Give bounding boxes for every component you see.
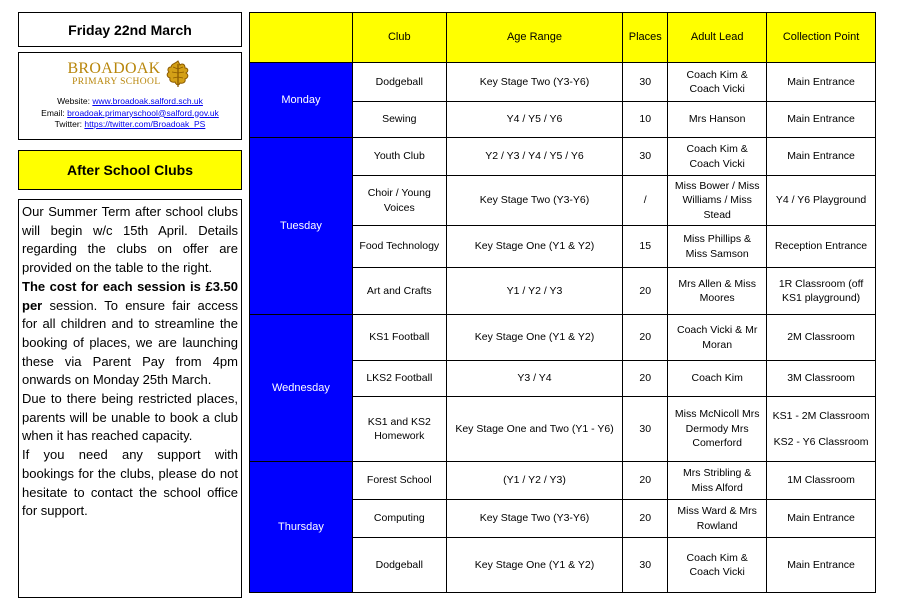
club-cell: Youth Club: [352, 138, 446, 176]
header-adult-lead: Adult Lead: [668, 13, 767, 63]
club-cell: KS1 and KS2 Homework: [352, 397, 446, 462]
website-line: Website: www.broadoak.salford.sch.uk: [57, 96, 203, 106]
date-text: Friday 22nd March: [68, 21, 192, 38]
places-cell: 20: [623, 500, 668, 538]
age-cell: Y1 / Y2 / Y3: [446, 268, 623, 315]
age-cell: Y3 / Y4: [446, 361, 623, 397]
description-paragraph: Our Summer Term after school clubs will begin w/c 15th April. Details regarding the clubs on offer are provided on the table to the right.: [22, 204, 238, 276]
age-cell: Y2 / Y3 / Y4 / Y5 / Y6: [446, 138, 623, 176]
collection-cell: Main Entrance: [767, 538, 876, 593]
logo-school-subtitle: PRIMARY SCHOOL: [72, 76, 161, 87]
collection-cell: Main Entrance: [767, 63, 876, 102]
places-cell: 30: [623, 397, 668, 462]
twitter-link[interactable]: https://twitter.com/Broadoak_PS: [84, 119, 206, 129]
twitter-line: Twitter: https://twitter.com/Broadoak_PS: [54, 119, 206, 129]
header-day: [250, 13, 353, 63]
club-cell: Dodgeball: [352, 538, 446, 593]
collection-cell: 3M Classroom: [767, 361, 876, 397]
school-logo: [19, 59, 241, 89]
website-link[interactable]: www.broadoak.salford.sch.uk: [92, 96, 203, 106]
collection-cell: Reception Entrance: [767, 226, 876, 268]
header-collection-point: Collection Point: [767, 13, 876, 63]
club-cell: Art and Crafts: [352, 268, 446, 315]
header-age-range: Age Range: [446, 13, 623, 63]
club-cell: Dodgeball: [352, 63, 446, 102]
collection-cell: [767, 397, 876, 462]
club-cell: Forest School: [352, 462, 446, 500]
age-cell: Key Stage Two (Y3-Y6): [446, 63, 623, 102]
section-title-box: [18, 150, 242, 190]
table-row: [250, 63, 876, 102]
age-cell: (Y1 / Y2 / Y3): [446, 462, 623, 500]
collection-cell: 1R Classroom (off KS1 playground): [767, 268, 876, 315]
age-cell: Key Stage Two (Y3-Y6): [446, 500, 623, 538]
date-box: [18, 12, 242, 47]
age-cell: Key Stage One (Y1 & Y2): [446, 538, 623, 593]
lead-cell: Mrs Allen & Miss Moores: [668, 268, 767, 315]
club-cell: KS1 Football: [352, 315, 446, 361]
lead-cell: Miss Ward & Mrs Rowland: [668, 500, 767, 538]
email-line: Email: broadoak.primaryschool@salford.gov.uk: [41, 107, 219, 118]
email-link[interactable]: broadoak.primaryschool@salford.gov.uk: [67, 107, 219, 118]
header-club: Club: [352, 13, 446, 63]
places-cell: 20: [623, 361, 668, 397]
places-cell: 30: [623, 138, 668, 176]
collection-ks2: KS2 - Y6 Classroom: [773, 436, 869, 448]
day-cell-wednesday: Wednesday: [250, 315, 353, 462]
description-paragraph: The cost for each session is £3.50 per session. To ensure fair access for all children and to streamline the booking of places, we are launching these via Parent Pay from 4pm onwards on Monday 25th March.: [22, 278, 238, 388]
table-header-row: [250, 13, 876, 63]
logo-school-name: BROADOAK: [67, 59, 161, 77]
collection-cell: 1M Classroom: [767, 462, 876, 500]
age-cell: Y4 / Y5 / Y6: [446, 102, 623, 138]
places-cell: 10: [623, 102, 668, 138]
places-cell: 20: [623, 462, 668, 500]
places-cell: /: [623, 176, 668, 226]
collection-ks1: KS1 - 2M Classroom: [772, 409, 870, 422]
collection-cell: 2M Classroom: [767, 315, 876, 361]
table-row: [250, 315, 876, 361]
day-cell-thursday: Thursday: [250, 462, 353, 593]
header-places: Places: [623, 13, 668, 63]
lead-cell: Mrs Stribling & Miss Alford: [668, 462, 767, 500]
lead-cell: Miss McNicoll Mrs Dermody Mrs Comerford: [668, 397, 767, 462]
clubs-table: [249, 12, 876, 593]
lead-cell: Mrs Hanson: [668, 102, 767, 138]
lead-cell: Coach Kim & Coach Vicki: [668, 138, 767, 176]
age-cell: Key Stage One and Two (Y1 - Y6): [446, 397, 623, 462]
day-cell-tuesday: Tuesday: [250, 138, 353, 315]
age-cell: Key Stage One (Y1 & Y2): [446, 226, 623, 268]
collection-cell: Main Entrance: [767, 500, 876, 538]
cost-emphasis: The cost for each session is £3.50 per: [22, 278, 238, 313]
description-paragraph: If you need any support with bookings for the clubs, please do not hesitate to contact the school office for support.: [22, 447, 238, 519]
collection-cell: Main Entrance: [767, 138, 876, 176]
table-row: [250, 138, 876, 176]
day-cell-monday: Monday: [250, 63, 353, 138]
club-cell: LKS2 Football: [352, 361, 446, 397]
section-title: After School Clubs: [66, 162, 193, 178]
left-panel: [18, 12, 242, 598]
oak-leaf-icon: [163, 59, 193, 89]
logo-wordmark: [67, 61, 160, 88]
age-cell: Key Stage One (Y1 & Y2): [446, 315, 623, 361]
club-cell: Food Technology: [352, 226, 446, 268]
places-cell: 30: [623, 538, 668, 593]
places-cell: 20: [623, 268, 668, 315]
club-cell: Computing: [352, 500, 446, 538]
places-cell: 20: [623, 315, 668, 361]
lead-cell: Coach Kim & Coach Vicki: [668, 63, 767, 102]
school-info-box: [18, 52, 242, 140]
lead-cell: Coach Kim & Coach Vicki: [668, 538, 767, 593]
lead-cell: Miss Bower / Miss Williams / Miss Stead: [668, 176, 767, 226]
table-row: [250, 462, 876, 500]
places-cell: 30: [623, 63, 668, 102]
description-paragraph: Due to there being restricted places, parents will be unable to book a club when it has reached capacity.: [22, 391, 238, 444]
description-box: [18, 199, 242, 598]
collection-cell: Y4 / Y6 Playground: [767, 176, 876, 226]
lead-cell: Coach Kim: [668, 361, 767, 397]
age-cell: Key Stage Two (Y3-Y6): [446, 176, 623, 226]
places-cell: 15: [623, 226, 668, 268]
lead-cell: Miss Phillips & Miss Samson: [668, 226, 767, 268]
contact-details: [19, 96, 241, 131]
lead-cell: Coach Vicki & Mr Moran: [668, 315, 767, 361]
collection-cell: Main Entrance: [767, 102, 876, 138]
club-cell: Sewing: [352, 102, 446, 138]
club-cell: Choir / Young Voices: [352, 176, 446, 226]
